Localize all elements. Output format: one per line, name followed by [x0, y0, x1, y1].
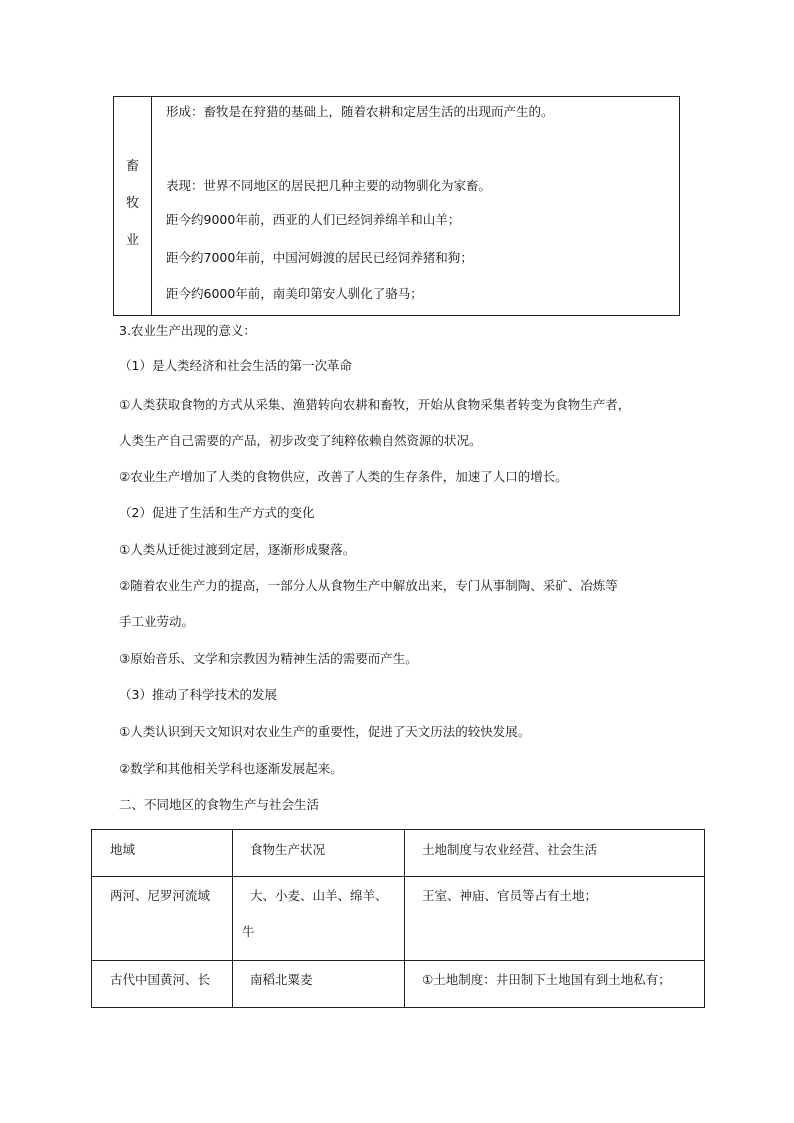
paragraph: ②数学和其他相关学科也逐渐发展起来。	[119, 761, 343, 776]
paragraph: ①人类认识到天文知识对农业生产的重要性，促进了天文历法的较快发展。	[119, 724, 531, 739]
column-divider	[404, 830, 405, 1007]
section-heading: 二、不同地区的食物生产与社会生活	[119, 797, 320, 812]
subsection-title: （1）是人类经济和社会生活的第一次革命	[119, 358, 352, 373]
region-table	[91, 829, 705, 1008]
paragraph: ①人类从迁徙过渡到定居，逐渐形成聚落。	[119, 542, 356, 557]
table-header-cell: 地域	[110, 842, 136, 857]
table-cell-food: 南稻北粟麦	[250, 972, 313, 987]
livestock-line: 形成：畜牧是在狩猎的基础上，随着农耕和定居生活的出现而产生的。	[166, 104, 554, 119]
subsection-title: （2）促进了生活和生产方式的变化	[119, 505, 315, 520]
table-cell-region: 两河、尼罗河流域	[110, 888, 211, 903]
label-char: 业	[125, 233, 139, 248]
livestock-line: 距今约9000年前，西亚的人们已经饲养绵羊和山羊；	[166, 212, 461, 227]
livestock-label-cell	[114, 97, 152, 315]
livestock-line: 表现：世界不同地区的居民把几种主要的动物驯化为家畜。	[166, 178, 492, 193]
table-cell-region: 古代中国黄河、长	[110, 972, 211, 987]
paragraph: 手工业劳动。	[119, 614, 195, 629]
section-heading: 3.农业生产出现的意义：	[119, 323, 256, 338]
paragraph: ②随着农业生产力的提高，一部分人从食物生产中解放出来，专门从事制陶、采矿、冶炼等	[119, 578, 618, 593]
row-divider	[92, 876, 704, 877]
table-cell-land: 王室、神庙、官员等占有土地；	[422, 888, 598, 903]
paragraph: ③原始音乐、文学和宗教因为精神生活的需要而产生。	[119, 651, 418, 666]
table-cell-food: 牛	[242, 924, 255, 939]
table-cell-land: ①土地制度：井田制下土地国有到土地私有；	[422, 972, 671, 987]
livestock-line: 距今约6000年前，南美印第安人驯化了骆马；	[166, 286, 423, 301]
label-char: 畜	[125, 159, 139, 174]
livestock-table	[113, 96, 680, 316]
subsection-title: （3）推动了科学技术的发展	[119, 687, 277, 702]
paragraph: ②农业生产增加了人类的食物供应，改善了人类的生存条件，加速了人口的增长。	[119, 469, 568, 484]
paragraph: ①人类获取食物的方式从采集、渔猎转向农耕和畜牧，开始从食物采集者转变为食物生产者，	[119, 397, 631, 412]
row-divider	[92, 960, 704, 961]
column-divider	[232, 830, 233, 1007]
table-header-cell: 土地制度与农业经营、社会生活	[422, 842, 598, 857]
table-cell-food: 大、小麦、山羊、绵羊、	[250, 888, 388, 903]
livestock-line: 距今约7000年前，中国河姆渡的居民已经饲养猪和狗；	[166, 250, 473, 265]
paragraph: 人类生产自己需要的产品，初步改变了纯粹依赖自然资源的状况。	[119, 433, 482, 448]
table-header-cell: 食物生产状况	[250, 842, 326, 857]
label-char: 牧	[125, 196, 139, 211]
